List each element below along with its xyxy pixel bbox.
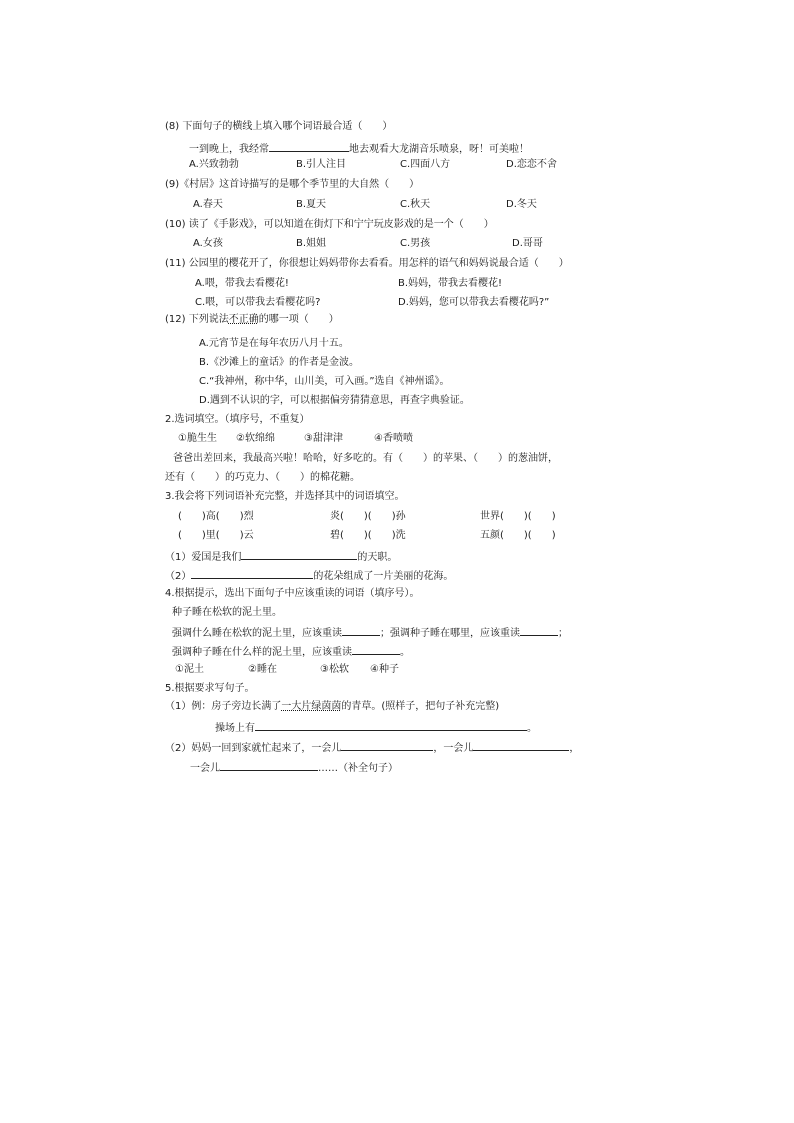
q8-sentence xyxy=(189,141,529,157)
s3-q2-blank[interactable] xyxy=(191,568,313,579)
s5-q1-example-end: 的青草。(照样子，把句子补充完整) xyxy=(341,701,500,712)
s5-q1-emphasis: 一大片绿茵茵 xyxy=(281,701,342,712)
q9-title: (9)《村居》这首诗描写的是哪个季节里的大自然（ ） xyxy=(165,179,420,190)
s3-q1 xyxy=(165,549,397,565)
s2-choice-3: ③甜津津 xyxy=(304,433,343,444)
s5-title: 5.根据要求写句子。 xyxy=(165,683,255,694)
s5-q2-line-2-end: ……（补全句子） xyxy=(318,763,398,774)
q9-option-a[interactable]: A.春天 xyxy=(193,199,223,210)
s4-line-1 xyxy=(172,625,568,641)
s4-line-2-start: 强调种子睡在什么样的泥土里，应该重读 xyxy=(172,647,352,658)
s4-choice-3: ③松软 xyxy=(320,664,349,675)
s2-line-2: 还有（ ）的巧克力、（ ）的棉花糖。 xyxy=(165,472,360,483)
s5-q2-line-2-start: 一会儿 xyxy=(190,763,220,774)
s5-q1-blank[interactable] xyxy=(255,720,527,731)
q8-option-a[interactable]: A.兴致勃勃 xyxy=(189,159,239,170)
s2-choice-1: ①脆生生 xyxy=(178,433,217,444)
s3-q2 xyxy=(165,568,453,584)
q8-sentence-end: 地去观看大龙湖音乐喷泉，呀！可美啦！ xyxy=(349,144,529,155)
s5-q1-answer-end: 。 xyxy=(527,723,537,734)
s5-q1-answer-start: 操场上有 xyxy=(215,723,255,734)
s4-choice-4: ④种子 xyxy=(370,664,399,675)
s5-q1-example-start: （1）例：房子旁边长满了 xyxy=(165,701,282,712)
s3-q1-end: 的天职。 xyxy=(357,552,398,563)
q9-option-c[interactable]: C.秋天 xyxy=(400,199,431,210)
s2-choice-2: ②软绵绵 xyxy=(236,433,275,444)
q12-option-b[interactable]: B.《沙滩上的童话》的作者是金波。 xyxy=(199,357,360,368)
q12-emphasis: 不正确 xyxy=(228,314,259,325)
s3-q1-blank[interactable] xyxy=(241,549,357,560)
s4-line-2 xyxy=(172,644,410,660)
s5-q2-blank-3[interactable] xyxy=(220,760,318,771)
s3-q2-end: 的花朵组成了一片美丽的花海。 xyxy=(313,571,454,582)
q9-option-b[interactable]: B.夏天 xyxy=(296,199,327,210)
q10-option-b[interactable]: B.姐姐 xyxy=(296,238,327,249)
s4-blank-1[interactable] xyxy=(342,625,380,636)
s4-line-2-end: 。 xyxy=(400,647,410,658)
q8-option-d[interactable]: D.恋恋不舍 xyxy=(506,159,557,170)
q12-title-start: (12) 下列说法 xyxy=(165,314,229,325)
q12-option-c[interactable]: C.“我神州，称中华，山川美，可入画。”选自《神州谣》。 xyxy=(199,376,450,387)
s4-blank-3[interactable] xyxy=(352,644,400,655)
s4-choice-1: ①泥土 xyxy=(175,664,204,675)
s5-q2-blank-2[interactable] xyxy=(473,740,569,751)
q11-option-c[interactable]: C.喂，可以带我去看樱花吗? xyxy=(195,297,321,308)
s4-title: 4.根据提示，选出下面句子中应该重读的词语（填序号）。 xyxy=(165,588,420,599)
q8-answer-blank[interactable] xyxy=(269,141,349,152)
q8-option-b[interactable]: B.引人注目 xyxy=(296,159,347,170)
q12-option-a[interactable]: A.元宵节是在每年农历八月十五。 xyxy=(199,338,349,349)
q8-sentence-start: 一到晚上，我经常 xyxy=(189,144,269,155)
s3-title: 3.我会将下列词语补充完整，并选择其中的词语填空。 xyxy=(165,491,405,502)
s3-idiom-5[interactable]: 碧( )( )洗 xyxy=(330,530,406,541)
s4-sentence: 种子睡在松软的泥土里。 xyxy=(172,607,282,618)
s4-choice-2: ②睡在 xyxy=(248,664,277,675)
q11-option-b[interactable]: B.妈妈，带我去看樱花! xyxy=(398,278,503,289)
s3-idiom-4[interactable]: ( )里( )云 xyxy=(178,530,254,541)
q10-option-c[interactable]: C.男孩 xyxy=(400,238,431,249)
q10-title: (10) 读了《手影戏》，可以知道在街灯下和宁宁玩皮影戏的是一个（ ） xyxy=(165,219,494,230)
s5-q2-blank-1[interactable] xyxy=(341,740,433,751)
s5-q2-line-2 xyxy=(190,760,398,776)
q11-option-d[interactable]: D.妈妈，您可以带我去看樱花吗?” xyxy=(398,297,550,308)
s4-line-1-mid: ；强调种子睡在哪里，应该重读 xyxy=(380,628,520,639)
q8-title: (8) 下面句子的横线上填入哪个词语最合适（ ） xyxy=(165,121,393,132)
q12-option-d[interactable]: D.遇到不认识的字，可以根据偏旁猜猜意思，再查字典验证。 xyxy=(199,395,470,406)
q10-option-d[interactable]: D.哥哥 xyxy=(512,238,543,249)
s3-q1-start: （1）爱国是我们 xyxy=(165,552,242,563)
s5-q1-answer xyxy=(215,720,537,736)
q10-option-a[interactable]: A.女孩 xyxy=(193,238,223,249)
q12-title-end: 的哪一项（ ） xyxy=(258,314,339,325)
s2-choice-4: ④香喷喷 xyxy=(374,433,413,444)
s5-q1-example xyxy=(165,700,499,714)
q11-option-a[interactable]: A.喂，带我去看樱花! xyxy=(195,278,289,289)
s5-q2-start: （2）妈妈一回到家就忙起来了，一会儿 xyxy=(165,743,342,754)
s5-q2-mid: ，一会儿 xyxy=(433,743,474,754)
q9-option-d[interactable]: D.冬天 xyxy=(506,199,537,210)
s4-blank-2[interactable] xyxy=(520,625,558,636)
s2-line-1: 爸爸出差回来，我最高兴啦！哈哈，好多吃的。有（ ）的苹果、（ ）的葱油饼， xyxy=(173,453,558,464)
s5-q2-comma: ， xyxy=(569,743,580,754)
q12-title xyxy=(165,313,339,327)
q11-title: (11) 公园里的樱花开了，你很想让妈妈带你去看看。用怎样的语气和妈妈说最合适（ ） xyxy=(165,258,569,269)
s3-idiom-1[interactable]: ( )高( )烈 xyxy=(178,511,254,522)
s3-idiom-3[interactable]: 世界( )( ) xyxy=(480,511,556,522)
q8-option-c[interactable]: C.四面八方 xyxy=(400,159,451,170)
s3-q2-start: （2） xyxy=(165,571,192,582)
s4-line-1-start: 强调什么睡在松软的泥土里，应该重读 xyxy=(172,628,342,639)
s3-idiom-6[interactable]: 五颜( )( ) xyxy=(480,530,556,541)
s3-idiom-2[interactable]: 炎( )( )孙 xyxy=(330,511,406,522)
s5-q2-line-1 xyxy=(165,740,579,756)
s4-line-1-end: ； xyxy=(558,628,568,639)
s2-title: 2.选词填空。（填序号，不重复） xyxy=(165,414,310,425)
